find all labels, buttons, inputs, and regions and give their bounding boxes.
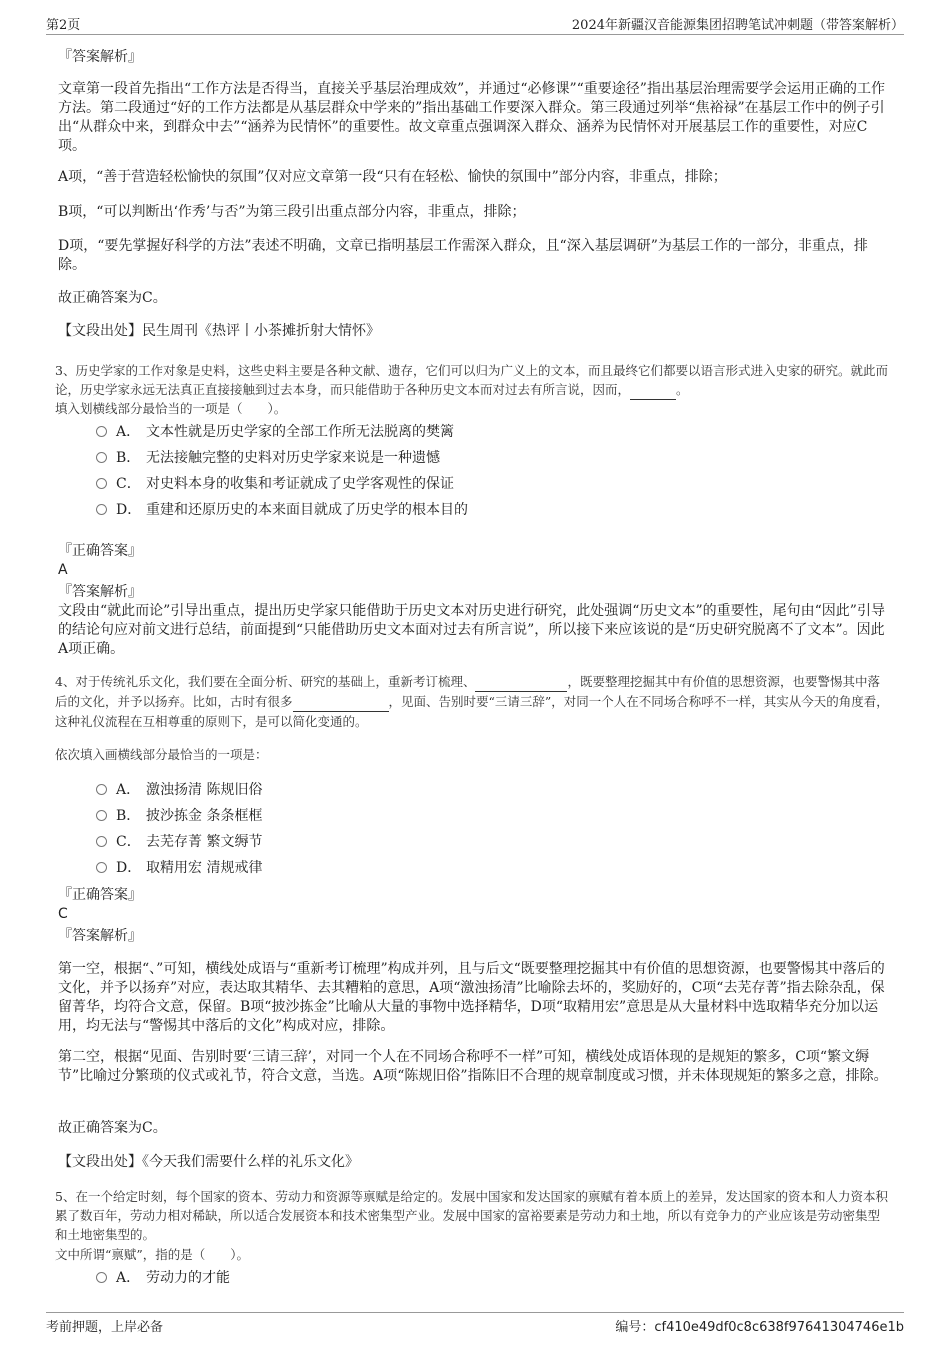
q2-analysis-p1: 文章第一段首先指出“工作方法是否得当，直接关乎基层治理成效”，并通过“必修课”“重要途径”指出基层治理需要学会运用正确的工作方法。第二段通过“好的工作方法都是从基层群众中学来的”指出基础工作要深入群众。第三段通过列举“焦裕禄”在基层工作中的例子引出“从群众中来，到群众中去”“涵养为民情怀”的重要性。故文章重点强调深入群众、涵养为民情怀对开展基层工作的重要性，对应C项。 [58, 81, 885, 154]
q2-source: 【文段出处】民生周刊《热评丨小茶摊折射大情怀》 [58, 323, 380, 339]
q4-blank-2 [293, 692, 389, 712]
q2-analysis-p3: B项，“可以判断出‘作秀’与否”为第三段引出重点部分内容，非重点，排除； [58, 204, 526, 220]
q3-option-c[interactable]: C． 对史料本身的收集和考证就成了史学客观性的保证 [96, 474, 454, 494]
q3-prompt: 填入划横线部分最恰当的一项是（ ）。 [55, 401, 287, 416]
footer-slogan: 考前押题，上岸必备 [46, 1320, 164, 1335]
q3-blank [630, 380, 676, 400]
q3-analysis-label: 『答案解析』 [58, 584, 142, 600]
q4-option-a[interactable]: A． 激浊扬清 陈规旧俗 [96, 780, 262, 800]
radio-icon[interactable] [96, 452, 107, 463]
q4-option-c[interactable]: C． 去芜存菁 繁文缛节 [96, 832, 262, 852]
q4-analysis-p2: 第二空，根据“见面、告别时要‘三请三辞’，对同一个人在不同场合称呼不一样”可知，横线处成语体现的是规矩的繁多，C项“繁文缛节”比喻过分繁琐的仪式或礼节，符合文意，当选。A项“陈规旧俗”指陈旧不合理的规章制度或习惯，并未体现规矩的繁多之意，排除。 [58, 1049, 888, 1084]
q2-analysis-p4: D项，“要先掌握好科学的方法”表述不明确，文章已指明基层工作需深入群众，且“深入基层调研”为基层工作的一部分，非重点，排除。 [58, 238, 868, 273]
q5-option-a[interactable]: A． 劳动力的才能 [96, 1268, 230, 1288]
page-number: 第2页 [46, 18, 81, 33]
page-footer [46, 1312, 904, 1336]
radio-icon[interactable] [96, 836, 107, 847]
q4-conclusion: 故正确答案为C。 [58, 1120, 167, 1136]
q3-answer: A [58, 562, 68, 578]
q4-answer: C [58, 906, 68, 922]
document-code: 编号：cf410e49df0c8c638f97641304746e1b [615, 1320, 904, 1335]
radio-icon[interactable] [96, 1272, 107, 1283]
radio-icon[interactable] [96, 784, 107, 795]
q4-analysis-p1: 第一空，根据“、”可知，横线处成语与“重新考订梳理”构成并列，且与后文“既要整理挖掘其中有价值的思想资源，也要警惕其中落后的文化，并予以扬弃”对应，表达取其精华、去其糟粕的意思，A项“激浊扬清”比喻除去坏的，奖励好的，C项“去芜存菁”指去除杂乱，保留菁华，均符合文意，保留。B项“披沙拣金”比喻从大量的事物中选择精华，D项“取精用宏”意思是从大量材料中选取精华充分加以运用，均无法与“警惕其中落后的文化”构成对应，排除。 [58, 961, 885, 1034]
q3-option-a[interactable]: A． 文本性就是历史学家的全部工作所无法脱离的樊篱 [96, 422, 454, 442]
q3-analysis: 文段由“就此而论”引导出重点，提出历史学家只能借助于历史文本对历史进行研究，此处强调“历史文本”的重要性，尾句由“因此”引导的结论句应对前文进行总结，前面提到“只能借助历史文本面对过去有所言说”，所以接下来应该说的是“历史研究脱离不了文本”。因此A项正确。 [58, 603, 885, 657]
radio-icon[interactable] [96, 862, 107, 873]
q4-option-d[interactable]: D． 取精用宏 清规戒律 [96, 858, 262, 878]
q3-option-b[interactable]: B． 无法接触完整的史料对历史学家来说是一种遗憾 [96, 448, 440, 468]
page-header [46, 14, 904, 35]
q3-stem: 3、历史学家的工作对象是史料，这些史料主要是各种文献、遗存，它们可以归为广义上的文本，而且最终它们都要以语言形式进入史家的研究。就此而论，历史学家永远无法真正直接接触到过去本身，而只能借助于各种历史文本而对过去有所言说，因而， 。 [55, 361, 890, 400]
q3-answer-label: 『正确答案』 [58, 543, 142, 559]
radio-icon[interactable] [96, 810, 107, 821]
q4-blank-1 [475, 672, 567, 692]
q4-analysis-label: 『答案解析』 [58, 928, 142, 944]
radio-icon[interactable] [96, 504, 107, 515]
q2-conclusion: 故正确答案为C。 [58, 290, 167, 306]
q4-source: 【文段出处】《今天我们需要什么样的礼乐文化》 [58, 1154, 359, 1170]
document-title: 2024年新疆汉音能源集团招聘笔试冲刺题（带答案解析） [571, 18, 904, 33]
q4-answer-label: 『正确答案』 [58, 887, 142, 903]
radio-icon[interactable] [96, 426, 107, 437]
q2-analysis-label: 『答案解析』 [58, 49, 142, 65]
radio-icon[interactable] [96, 478, 107, 489]
q4-prompt: 依次填入画横线部分最恰当的一项是： [55, 747, 268, 762]
q2-analysis-p2: A项，“善于营造轻松愉快的氛围”仅对应文章第一段“只有在轻松、愉快的氛围中”部分内容，非重点，排除； [58, 169, 727, 185]
q4-option-b[interactable]: B． 披沙拣金 条条框框 [96, 806, 262, 826]
q5-prompt: 文中所谓“禀赋”，指的是（ ）。 [55, 1247, 250, 1262]
q3-option-d[interactable]: D． 重建和还原历史的本来面目就成了历史学的根本目的 [96, 500, 468, 520]
q5-stem: 5、在一个给定时刻，每个国家的资本、劳动力和资源等禀赋是给定的。发展中国家和发达国家的禀赋有着本质上的差异，发达国家的资本和人力资本积累了数百年，劳动力相对稀缺，所以适合发展资本和技术密集型产业。发展中国家的富裕要素是劳动力和土地，所以有竞争力的产业应该是劳动密集型和土地密集型的。 [55, 1189, 888, 1242]
q4-stem: 4、对于传统礼乐文化，我们要在全面分析、研究的基础上，重新考订梳理、 ，既要整理挖掘其中有价值的思想资源，也要警惕其中落后的文化，并予以扬弃。比如，古时有很多 ，见面、告别时要“三请三辞”，对同一个人在不同场合称呼不一样，其实从今天的角度看，这种礼仪流程在互相尊重的原则下，是可以简化变通的。 [55, 674, 889, 729]
